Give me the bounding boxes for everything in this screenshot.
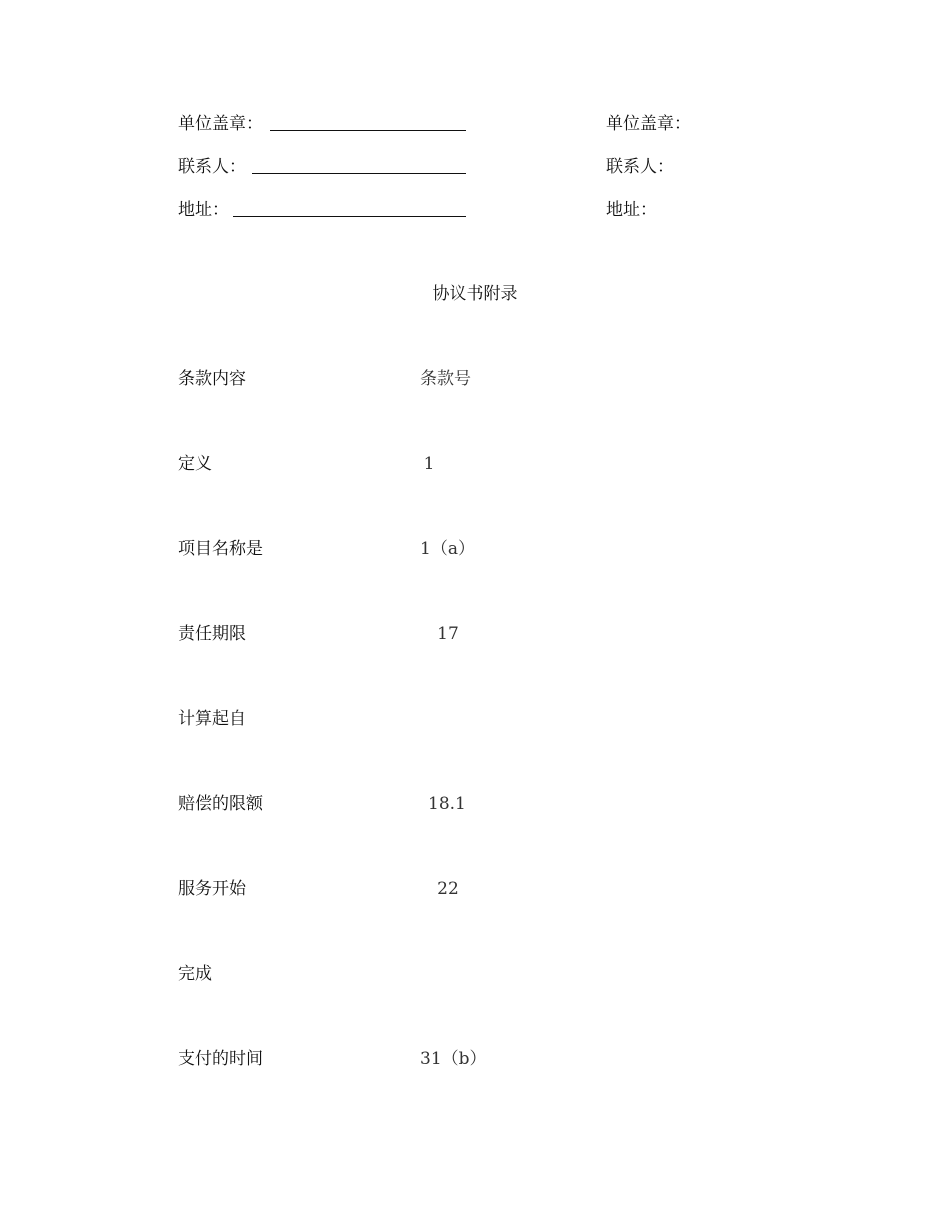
right-contact-field bbox=[606, 155, 674, 179]
header-number-label: 条款号 bbox=[420, 369, 471, 389]
left-contact-underline bbox=[252, 155, 466, 174]
clause-content: 责任期限 bbox=[178, 624, 246, 644]
clause-content: 计算起自 bbox=[178, 709, 246, 729]
clause-content: 支付的时间 bbox=[178, 1049, 263, 1069]
clause-content: 定义 bbox=[178, 454, 212, 474]
right-contact-label: 联系人： bbox=[606, 157, 674, 177]
clause-number: 1 bbox=[423, 454, 435, 474]
appendix-title: 协议书附录 bbox=[432, 284, 518, 304]
clause-number: 17 bbox=[437, 624, 459, 644]
left-seal-label: 单位盖章： bbox=[178, 114, 263, 134]
left-contact-label: 联系人： bbox=[178, 157, 246, 177]
clause-number: 31（b） bbox=[420, 1049, 487, 1069]
clause-content: 赔偿的限额 bbox=[178, 794, 263, 814]
right-seal-field bbox=[606, 112, 691, 136]
clause-content: 项目名称是 bbox=[178, 539, 263, 559]
header-content-label: 条款内容 bbox=[178, 369, 246, 389]
left-contact-field bbox=[178, 155, 246, 179]
left-seal-field bbox=[178, 112, 263, 136]
clause-content: 完成 bbox=[178, 964, 212, 984]
left-address-underline bbox=[233, 198, 466, 217]
right-address-label: 地址： bbox=[606, 200, 657, 220]
left-address-label: 地址： bbox=[178, 200, 229, 220]
left-address-field bbox=[178, 198, 229, 222]
clause-number: 18.1 bbox=[428, 794, 466, 814]
right-address-field bbox=[606, 198, 657, 222]
clause-number: 22 bbox=[437, 879, 459, 899]
clause-number: 1（a） bbox=[420, 539, 475, 559]
right-seal-label: 单位盖章： bbox=[606, 114, 691, 134]
clause-content: 服务开始 bbox=[178, 879, 246, 899]
left-seal-underline bbox=[270, 112, 466, 131]
